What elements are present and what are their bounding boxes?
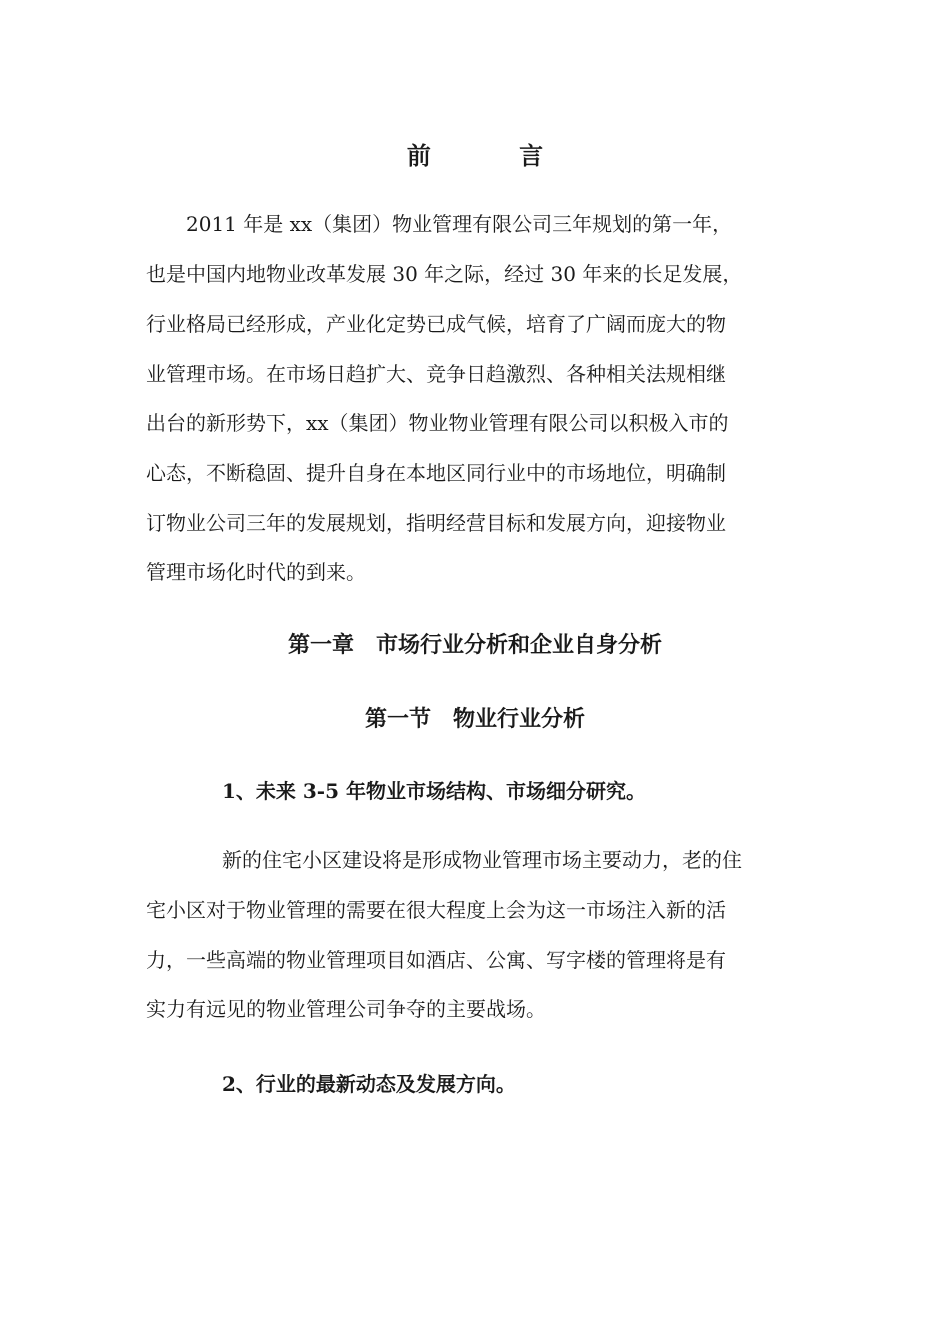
section-title: 第一节 物业行业分析 — [364, 706, 585, 732]
item2-heading: 2、行业的最新动态及发展方向。 — [222, 1072, 516, 1096]
preface-line-2: 也是中国内地物业改革发展 30 年之际，经过 30 年来的长足发展， — [146, 262, 743, 286]
preface-line-4: 业管理市场。在市场日趋扩大、竞争日趋激烈、各种相关法规相继 — [146, 362, 726, 386]
item1-line-4: 实力有远见的物业管理公司争夺的主要战场。 — [146, 997, 546, 1021]
preface-line-3: 行业格局已经形成，产业化定势已成气候，培育了广阔而庞大的物 — [146, 312, 726, 336]
preface-line-7: 订物业公司三年的发展规划，指明经营目标和发展方向，迎接物业 — [146, 511, 726, 535]
preface-line-5: 出台的新形势下，xx（集团）物业物业管理有限公司以积极入市的 — [146, 411, 729, 435]
preface-line-8: 管理市场化时代的到来。 — [146, 560, 366, 584]
item1-line-1: 新的住宅小区建设将是形成物业管理市场主要动力，老的住 — [222, 848, 742, 872]
preface-title: 前 言 — [406, 141, 584, 170]
preface-line-6: 心态，不断稳固、提升自身在本地区同行业中的市场地位，明确制 — [146, 461, 726, 485]
item1-line-2: 宅小区对于物业管理的需要在很大程度上会为这一市场注入新的活 — [146, 898, 726, 922]
preface-line-1: 2011 年是 xx（集团）物业管理有限公司三年规划的第一年， — [186, 212, 733, 236]
chapter-title: 第一章 市场行业分析和企业自身分析 — [287, 632, 662, 658]
item1-line-3: 力，一些高端的物业管理项目如酒店、公寓、写字楼的管理将是有 — [146, 948, 726, 972]
item1-heading: 1、未来 3-5 年物业市场结构、市场细分研究。 — [222, 779, 646, 803]
